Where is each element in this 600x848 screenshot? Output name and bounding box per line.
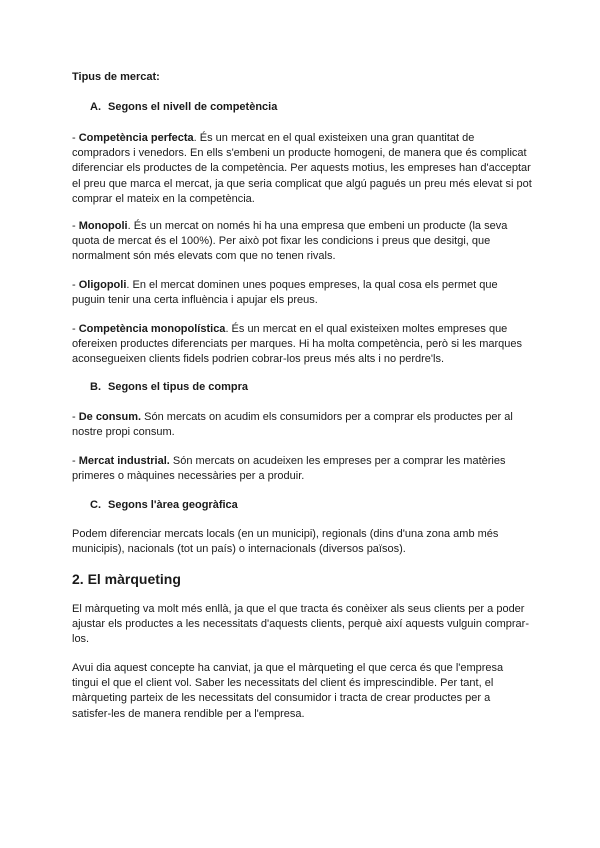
section-a-title: Segons el nivell de competència — [108, 101, 278, 113]
term-competencia-perfecta: Competència perfecta — [78, 132, 194, 144]
desc-competencia-perfecta: . És un mercat en el qual existeixen una gran quantitat de compradors i venedors. En ells s'embeni un producte homogeni, de manera que és complicat diferenciar els productes de la competència. Per aquests motius, les empreses han d'acceptar el preu que marca el mercat, ja que seria complicat que algú pagués un preu més elevat si pot comprar el mateix en la competència. — [72, 132, 532, 205]
document-title: Tipus de mercat: — [72, 71, 160, 83]
section-b-letter: B. — [90, 381, 101, 393]
section-c-title: Segons l'àrea geogràfica — [108, 499, 238, 511]
section-c-letter: C. — [90, 499, 101, 511]
item-monopoli: - Monopoli. És un mercat on només hi ha una empresa que embeni un producte (la seva quota de mercat és el 100%). Per això pot fixar les condicions i preus que desitgi, que normalment són més elevats com que no tenen rivals. — [72, 220, 508, 263]
desc-mercat-industrial: Són mercats on acudeixen les empreses per a comprar les matèries primeres o màquines necessàries per a produir. — [72, 455, 506, 483]
item-oligopoli: - Oligopoli. En el mercat dominen unes poques empreses, la qual cosa els permet que puguin tenir una certa influència i apujar els preus. — [72, 279, 498, 307]
section-c-heading — [90, 498, 550, 513]
term-de-consum: De consum. — [78, 411, 142, 423]
term-oligopoli: Oligopoli — [78, 279, 127, 291]
desc-competencia-monopolistica: . És un mercat en el qual existeixen moltes empreses que ofereixen productes diferenciats per marques. Hi ha molta competència, però si les marques aconsegueixen clients fidels podrien cobrar-los preus més alts i no perdre'ls. — [72, 323, 523, 366]
marketing-paragraph-2: Avui dia aquest concepte ha canviat, ja que el màrqueting el que cerca és que l'empresa tingui el que el client vol. Saber les necessitats del client és imprescindible. Per tant, el màrqueting parteix de les necessitats del consumidor i tracta de crear productes per a satisfer-les de manera rendible per a l'empresa. — [72, 662, 504, 720]
term-monopoli: Monopoli — [78, 220, 128, 232]
item-competencia-perfecta: - Competència perfecta. És un mercat en el qual existeixen una gran quantitat de compradors i venedors. En ells s'embeni un producte homogeni, de manera que és complicat diferenciar els productes de la competència. Per aquests motius, les empreses han d'acceptar el preu que marca el mercat, ja que seria complicat que algú pagués un preu més elevat si pot comprar el mateix en la competència. — [72, 132, 532, 205]
desc-oligopoli: . En el mercat dominen unes poques empreses, la qual cosa els permet que puguin tenir una certa influència i apujar els preus. — [72, 279, 498, 307]
item-competencia-monopolistica: - Competència monopolística. És un mercat en el qual existeixen moltes empreses que ofereixen productes diferenciats per marques. Hi ha molta competència, però si les marques aconsegueixen clients fidels podrien cobrar-los preus més alts i no perdre'ls. — [72, 323, 523, 366]
section-2-heading: 2. El màrqueting — [72, 571, 181, 587]
desc-de-consum: Són mercats on acudim els consumidors per a comprar els productes per al nostre propi consum. — [72, 411, 513, 439]
item-mercat-industrial: - Mercat industrial. Són mercats on acudeixen les empreses per a comprar les matèries primeres o màquines necessàries per a produir. — [72, 455, 506, 483]
section-b-title: Segons el tipus de compra — [108, 381, 248, 393]
section-b-heading — [90, 380, 550, 395]
item-de-consum: - De consum. Són mercats on acudim els consumidors per a comprar els productes per al nostre propi consum. — [72, 411, 513, 439]
section-a-heading — [90, 100, 550, 115]
term-competencia-monopolistica: Competència monopolística — [78, 323, 226, 335]
term-mercat-industrial: Mercat industrial. — [78, 455, 170, 467]
desc-monopoli: . És un mercat on només hi ha una empresa que embeni un producte (la seva quota de mercat és el 100%). Per això pot fixar les condicions i preus que desitgi, que normalment són més elevats com que no tenen rivals. — [72, 220, 508, 263]
section-c-paragraph: Podem diferenciar mercats locals (en un municipi), regionals (dins d'una zona amb més municipis), nacionals (tot un país) o internacionals (diversos països). — [72, 528, 499, 556]
marketing-paragraph-1: El màrqueting va molt més enllà, ja que el que tracta és conèixer als seus clients per a poder ajustar els productes a les necessitats d'aquests clients, perquè així aquests vulguin comprar-los. — [72, 603, 530, 646]
section-a-letter: A. — [90, 101, 101, 113]
